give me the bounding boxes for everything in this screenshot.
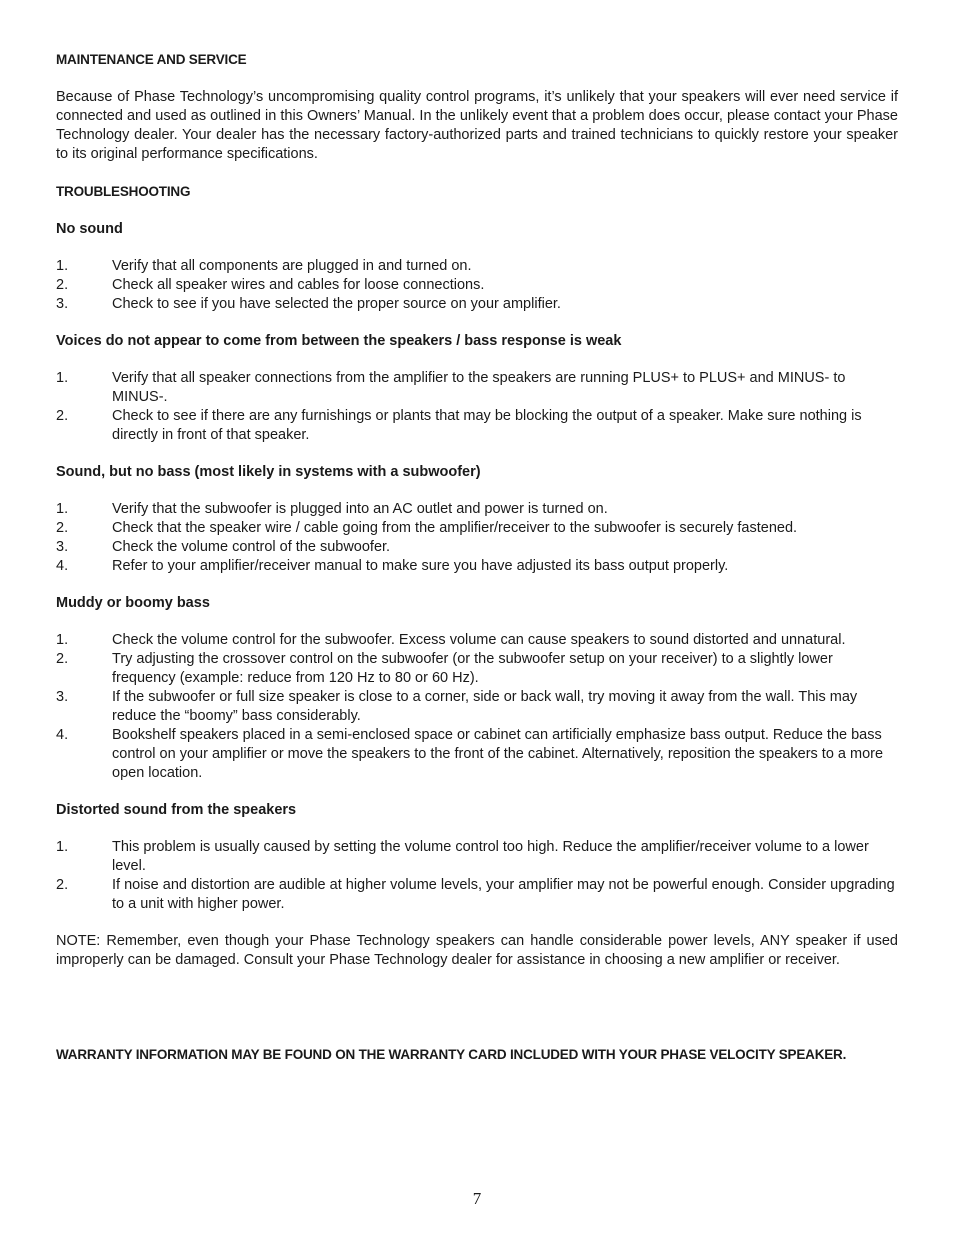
list-item-text: Verify that all speaker connections from the amplifier to the speakers are running PLUS+ to PLUS+ and MINUS- to MINUS-. [112, 370, 846, 405]
section-title: Distorted sound from the speakers [56, 802, 297, 818]
list-item-text: Verify that the subwoofer is plugged into an AC outlet and power is turned on. [112, 501, 608, 517]
list-item-number: 2. [56, 520, 69, 536]
section-title: Muddy or boomy bass [56, 595, 210, 611]
list-item-text: Try adjusting the crossover control on the subwoofer (or the subwoofer setup on your receiver) to a slightly lower frequency (example: reduce from 120 Hz to 80 or 60 Hz). [112, 651, 833, 686]
list-item [56, 876, 898, 914]
list-item-text: Refer to your amplifier/receiver manual to make sure you have adjusted its bass output properly. [112, 558, 729, 574]
list-item-number: 3. [56, 296, 69, 312]
list-item-number: 2. [56, 877, 69, 893]
list-item [56, 688, 898, 726]
list-item-text: If the subwoofer or full size speaker is close to a corner, side or back wall, try moving it away from the wall. This may reduce the “boomy” bass considerably. [112, 689, 858, 724]
list-item [56, 650, 898, 688]
list-item-number: 1. [56, 839, 69, 855]
troubleshooting-heading: TROUBLESHOOTING [56, 184, 191, 199]
list-item [56, 538, 898, 557]
list-item-text: This problem is usually caused by setting the volume control too high. Reduce the amplifier/receiver volume to a lower level. [112, 839, 869, 874]
list-item-number: 1. [56, 501, 69, 517]
list-item-text: Verify that all components are plugged in and turned on. [112, 258, 472, 274]
section-title: Voices do not appear to come from between the speakers / bass response is weak [56, 333, 622, 349]
note-paragraph: NOTE: Remember, even though your Phase Technology speakers can handle considerable power levels, ANY speaker if used improperly can be damaged. Consult your Phase Technology dealer for assistance in choosing a new amplifier or receiver. [56, 933, 898, 968]
list-item-text: Check that the speaker wire / cable going from the amplifier/receiver to the subwoofer is securely fastened. [112, 520, 798, 536]
maintenance-heading: MAINTENANCE AND SERVICE [56, 52, 247, 67]
page-number: 7 [472, 1189, 482, 1208]
numbered-list [56, 257, 898, 314]
list-item [56, 257, 898, 276]
troubleshooting-sections [56, 220, 898, 932]
maintenance-body: Because of Phase Technology’s uncompromising quality control programs, it’s unlikely that your speakers will ever need service if connected and used as outlined in this Owners’ Manual. In the unlikely event that a problem does occur, please contact your Phase Technology dealer. Your dealer has the necessary factory-authorized parts and trained technicians to quickly restore your speaker to its original performance specifications. [56, 89, 898, 162]
list-item-number: 2. [56, 408, 69, 424]
section-title: No sound [56, 221, 123, 237]
list-item-text: Check all speaker wires and cables for loose connections. [112, 277, 485, 293]
list-item-number: 1. [56, 258, 69, 274]
warranty-notice: WARRANTY INFORMATION MAY BE FOUND ON THE WARRANTY CARD INCLUDED WITH YOUR PHASE VELOCITY SPEAKER. [56, 1047, 847, 1062]
list-item-number: 1. [56, 632, 69, 648]
list-item-number: 4. [56, 727, 69, 743]
numbered-list [56, 369, 898, 445]
list-item-number: 2. [56, 651, 69, 667]
list-item [56, 295, 898, 314]
list-item-number: 2. [56, 277, 69, 293]
numbered-list [56, 838, 898, 914]
list-item-text: Check the volume control of the subwoofer. [112, 539, 391, 555]
list-item-number: 4. [56, 558, 69, 574]
list-item [56, 276, 898, 295]
numbered-list [56, 500, 898, 576]
list-item [56, 726, 898, 783]
list-item [56, 407, 898, 445]
list-item [56, 557, 898, 576]
list-item-text: If noise and distortion are audible at higher volume levels, your amplifier may not be powerful enough. Consider upgrading to a unit with higher power. [112, 877, 895, 912]
section-title: Sound, but no bass (most likely in systems with a subwoofer) [56, 464, 481, 480]
manual-page [56, 50, 898, 1065]
list-item-number: 3. [56, 689, 69, 705]
numbered-list [56, 631, 898, 783]
list-item [56, 369, 898, 407]
list-item-text: Bookshelf speakers placed in a semi-enclosed space or cabinet can artificially emphasize bass output. Reduce the bass control on your amplifier or move the speakers to the front of the cabinet. Alternatively, reposition the speakers to a more open location. [112, 727, 884, 781]
list-item [56, 631, 898, 650]
list-item-number: 1. [56, 370, 69, 386]
list-item [56, 519, 898, 538]
list-item [56, 500, 898, 519]
list-item-text: Check the volume control for the subwoofer. Excess volume can cause speakers to sound distorted and unnatural. [112, 632, 846, 648]
list-item-text: Check to see if there are any furnishings or plants that may be blocking the output of a speaker. Make sure nothing is directly in front of that speaker. [112, 408, 862, 443]
list-item-number: 3. [56, 539, 69, 555]
list-item-text: Check to see if you have selected the proper source on your amplifier. [112, 296, 561, 312]
list-item [56, 838, 898, 876]
